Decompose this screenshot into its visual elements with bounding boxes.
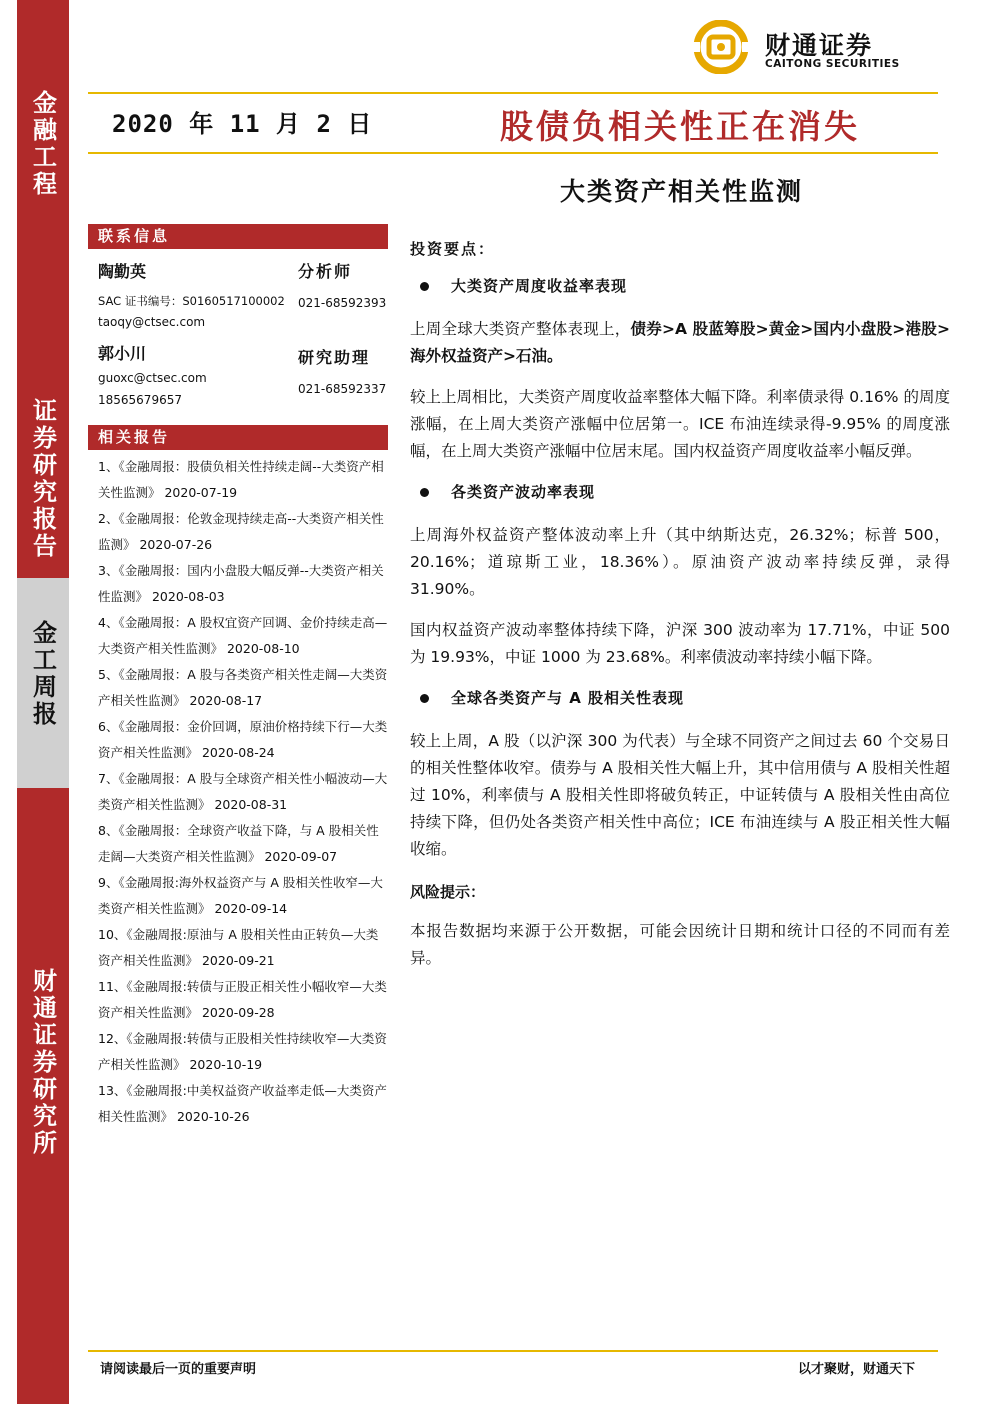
list-item[interactable]: 8、《金融周报：全球资产收益下降，与 A 股相关性走阔—大类资产相关性监测》 2020-09-07 xyxy=(98,823,379,864)
sidebar-series-label: 金工周报 xyxy=(28,620,58,728)
caitong-logo-icon xyxy=(690,20,752,74)
sidebar xyxy=(17,0,69,1404)
section-volatility-heading xyxy=(410,479,950,506)
list-item[interactable]: 9、《金融周报:海外权益资产与 A 股相关性收窄—大类资产相关性监测》 2020-09-14 xyxy=(98,875,383,916)
paragraph-text: 上周全球大类资产整体表现上， xyxy=(410,320,631,338)
footer-divider xyxy=(88,1350,938,1352)
analyst-name: 陶勤英 xyxy=(98,262,147,281)
list-item[interactable]: 6、《金融周报：金价回调，原油价格持续下行—大类资产相关性监测》 2020-08-24 xyxy=(98,719,388,760)
list-item[interactable]: 3、《金融周报：国内小盘股大幅反弹--大类资产相关性监测》 2020-08-03 xyxy=(98,563,384,604)
section-correlation-heading xyxy=(410,685,950,712)
list-item[interactable]: 13、《金融周报:中美权益资产收益率走低—大类资产相关性监测》 2020-10-26 xyxy=(98,1083,387,1124)
list-item[interactable]: 4、《金融周报：A 股权宜资产回调、金价持续走高—大类资产相关性监测》 2020-08-10 xyxy=(98,615,388,656)
risk-paragraph: 本报告数据均来源于公开数据，可能会因统计日期和统计口径的不同而有差异。 xyxy=(410,922,950,967)
sidebar-block-institute xyxy=(17,788,69,1404)
logo-english-text: CAITONG SECURITIES xyxy=(765,58,900,70)
report-date: 2020 年 11 月 2 日 xyxy=(112,110,373,138)
section-correlation-title: 全球各类资产与 A 股相关性表现 xyxy=(451,689,685,707)
analyst-certificate: SAC 证书编号：S0160517100002 xyxy=(98,294,285,308)
analyst-phone: 021-68592393 xyxy=(298,296,387,310)
risk-heading: 风险提示： xyxy=(410,883,486,901)
section-returns-heading xyxy=(410,273,950,300)
sidebar-block-category xyxy=(17,0,69,378)
assistant-name: 郭小川 xyxy=(98,344,147,363)
list-item[interactable]: 1、《金融周报：股债负相关性持续走阔--大类资产相关性监测》 2020-07-19 xyxy=(98,459,384,500)
list-item[interactable]: 7、《金融周报：A 股与全球资产相关性小幅波动—大类资产相关性监测》 2020-08-31 xyxy=(98,771,388,812)
company-logo xyxy=(690,20,930,74)
assistant-phone: 021-68592337 xyxy=(298,382,387,396)
related-reports xyxy=(88,425,388,1130)
header-divider-top xyxy=(88,92,938,94)
bullet-icon xyxy=(420,488,429,497)
list-item[interactable]: 2、《金融周报：伦敦金现持续走高--大类资产相关性监测》 2020-07-26 xyxy=(98,511,384,552)
assistant-role: 研究助理 xyxy=(298,348,371,367)
report-title: 股债负相关性正在消失 xyxy=(500,107,860,146)
section-correlation-paragraph: 较上上周，A 股（以沪深 300 为代表）与全球不同资产之间过去 60 个交易日的相关性整体收窄。债券与 A 股相关性大幅上升，其中信用债与 A 股相关性超过 10%，利率债与 A 股相关性即将破负转正，中证转债与 A 股相关性由高位持续下降，但仍处各类资产相关性中高位；ICE 布油连续与 A 股正相关性大幅收缩。 xyxy=(410,732,950,858)
related-reports-heading: 相关报告 xyxy=(88,425,388,450)
contact-heading: 联系信息 xyxy=(88,224,388,249)
assistant-mobile: 18565679657 xyxy=(98,393,182,407)
left-column xyxy=(88,224,388,1130)
list-item[interactable]: 12、《金融周报:转债与正股相关性持续收窄—大类资产相关性监测》 2020-10-19 xyxy=(98,1031,387,1072)
header-divider-bottom xyxy=(88,152,938,154)
list-item[interactable]: 11、《金融周报:转债与正股正相关性小幅收窄—大类资产相关性监测》 2020-09-28 xyxy=(98,979,387,1020)
bullet-icon xyxy=(420,282,429,291)
related-reports-list xyxy=(88,454,388,1130)
sidebar-report-type-label: 证券研究报告 xyxy=(28,398,58,560)
footer-disclaimer-note: 请阅读最后一页的重要声明 xyxy=(100,1362,257,1377)
bullet-icon xyxy=(420,694,429,703)
analyst-role: 分析师 xyxy=(298,262,353,281)
main-content xyxy=(410,236,950,986)
key-points-heading: 投资要点： xyxy=(410,240,496,258)
paragraph-emphasis: 债券>A 股蓝筹股>黄金>国内小盘股>港股>海外权益资产>石油。 xyxy=(410,320,950,365)
sidebar-category-label: 金融工程 xyxy=(28,90,58,198)
sidebar-institute-label: 财通证券研究所 xyxy=(28,968,58,1157)
section-volatility-paragraph-1: 上周海外权益资产整体波动率上升（其中纳斯达克，26.32%；标普 500，20.16%；道琼斯工业，18.36%）。原油资产波动率持续反弹，录得 31.90%。 xyxy=(410,526,950,598)
analyst-email[interactable]: taoqy@ctsec.com xyxy=(98,315,206,329)
logo-chinese-text: 财通证券 xyxy=(765,31,874,60)
sidebar-block-series xyxy=(17,578,69,788)
section-volatility-paragraph-2: 国内权益资产波动率整体持续下降，沪深 300 波动率为 17.71%，中证 500 为 19.93%，中证 1000 为 23.68%。利率债波动率持续小幅下降。 xyxy=(410,621,950,666)
assistant-email[interactable]: guoxc@ctsec.com xyxy=(98,371,207,385)
list-item[interactable]: 5、《金融周报：A 股与各类资产相关性走阔—大类资产相关性监测》 2020-08-17 xyxy=(98,667,388,708)
contact-info xyxy=(88,249,388,407)
section-returns-paragraph-1 xyxy=(410,316,950,370)
list-item[interactable]: 10、《金融周报:原油与 A 股相关性由正转负—大类资产相关性监测》 2020-09-21 xyxy=(98,927,379,968)
section-returns-paragraph-2: 较上上周相比，大类资产周度收益率整体大幅下降。利率债录得 0.16% 的周度涨幅，在上周大类资产涨幅中位居第一。ICE 布油连续录得-9.95% 的周度涨幅，在上周大类资产涨幅中位居末尾。国内权益资产周度收益率小幅反弹。 xyxy=(410,388,950,460)
report-subtitle: 大类资产相关性监测 xyxy=(560,177,804,206)
footer-slogan: 以才聚财，财通天下 xyxy=(798,1362,916,1377)
section-volatility-title: 各类资产波动率表现 xyxy=(451,483,596,501)
section-returns-title: 大类资产周度收益率表现 xyxy=(451,277,628,295)
sidebar-block-report-type xyxy=(17,378,69,578)
